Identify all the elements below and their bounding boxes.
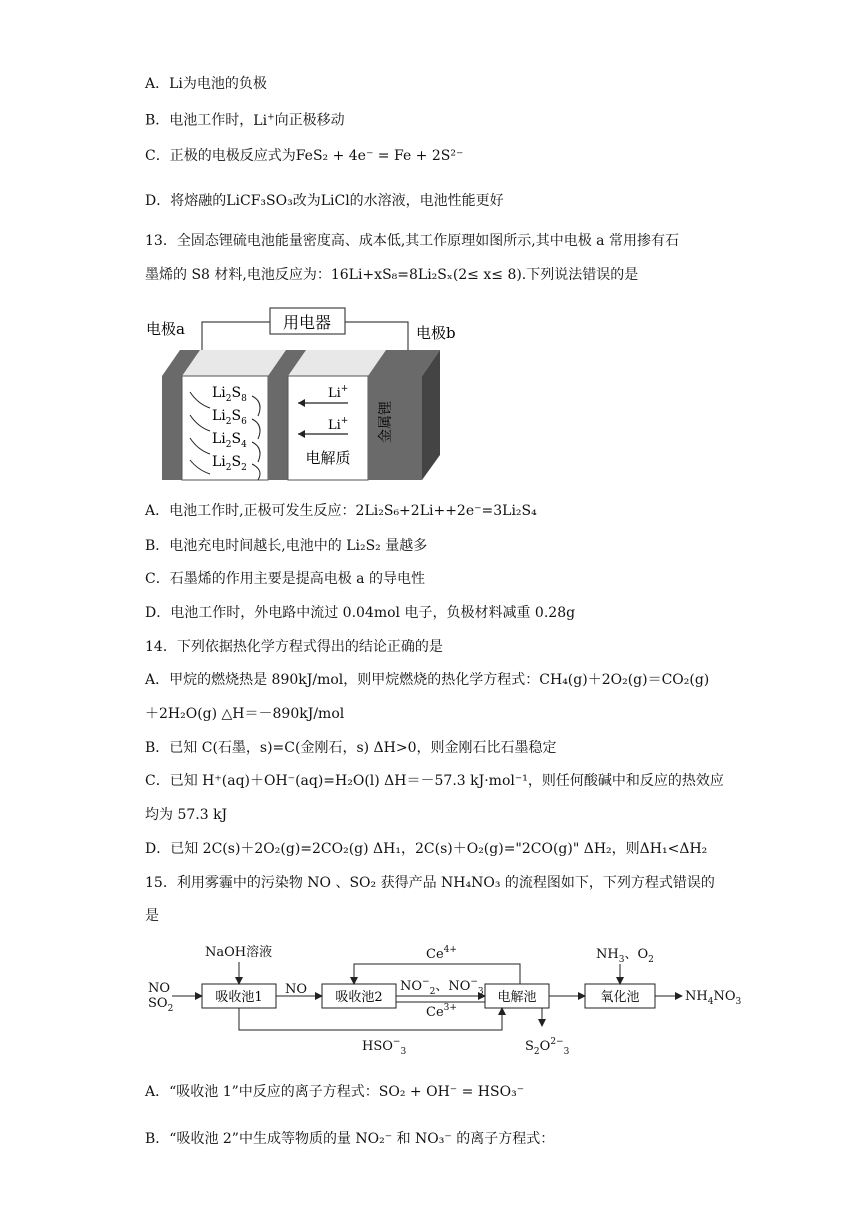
box4-label: 氧化池 xyxy=(600,990,640,1005)
q15-option-b: B．“吸收池 2”中生成等物质的量 NO₂⁻ 和 NO₃⁻ 的离子方程式： xyxy=(145,1131,555,1147)
q13-option-d: D．电池工作时，外电路中流过 0.04mol 电子，负极材料减重 0.28g xyxy=(145,605,576,621)
q12-option-b xyxy=(145,108,345,130)
q14-option-a-line1: A．甲烷的燃烧热是 890kJ/mol，则甲烷燃烧的热化学方程式：CH₄(g)＋2O₂(g)＝CO₂(g) xyxy=(145,672,710,688)
q15-option-a: A．“吸收池 1”中反应的离子方程式：SO₂ + OH⁻ = HSO₃⁻ xyxy=(145,1084,525,1100)
box3-label: 电解池 xyxy=(497,990,537,1005)
q13-stem-line1: 13．全固态锂硫电池能量密度高、成本低,其工作原理如图所示,其中电极 a 常用掺有石 xyxy=(145,233,679,249)
nitrite-nitrate-label: $NO^-_2$、$NO^-_3$ xyxy=(400,977,484,997)
electrolyte-label: 电解质 xyxy=(305,449,351,467)
q15-stem-line1: 15．利用雾霾中的污染物 NO 、SO₂ 获得产品 NH₄NO₃ 的流程图如下，下列方程式错误的 xyxy=(145,875,715,891)
q13-stem-line2: 墨烯的 S8 材料,电池反应为：16Li+xS₈=8Li₂Sₓ(2≤ x≤ 8).下列说法错误的是 xyxy=(145,267,639,283)
q14-stem: 14．下列依据热化学方程式得出的结论正确的是 xyxy=(145,639,443,655)
box1-label: 吸收池1 xyxy=(215,990,263,1005)
electrode-a-label: 电极a xyxy=(146,320,185,338)
battery-diagram xyxy=(140,300,456,490)
li-ion-2: Li+ xyxy=(328,416,349,433)
box2-label: 吸收池2 xyxy=(335,990,383,1005)
input-so2: $SO_2$ xyxy=(148,996,174,1014)
q12-option-d: D．将熔融的LiCF₃SO₃改为LiCl的水溶液，电池性能更好 xyxy=(145,193,504,209)
electrode-a xyxy=(162,376,182,480)
q15-stem-line2: 是 xyxy=(145,908,159,924)
q12-option-c: C．正极的电极反应式为FeS₂ + 4e⁻ = Fe + 2S²⁻ xyxy=(145,148,464,164)
q14-option-b: B．已知 C(石墨，s)=C(金刚石，s) ΔH>0，则金刚石比石墨稳定 xyxy=(145,740,557,756)
hso3-label: $HSO^-_3$ xyxy=(362,1037,407,1057)
q13-option-b: B．电池充电时间越长,电池中的 Li₂S₂ 量越多 xyxy=(145,538,428,554)
ce3-label: $Ce^{3+}$ xyxy=(426,1003,457,1020)
input-no: NO xyxy=(148,981,171,996)
s2o3-label: $S_2O^{2-}_3$ xyxy=(525,1037,570,1057)
q12-option-b-post: 向正极移动 xyxy=(274,112,345,129)
product-label: $NH_4NO_3$ xyxy=(685,989,742,1007)
li2s6-label: $Li_2S_6$ xyxy=(212,408,247,427)
q14-option-d: D．已知 2C(s)＋2O₂(g)=2CO₂(g) ΔH₁，2C(s)＋O₂(g)="2CO(g)" ΔH₂，则ΔH₁<ΔH₂ xyxy=(145,841,708,857)
flow-diagram xyxy=(140,938,760,1058)
nh3o2-label: $NH_3$、$O_2$ xyxy=(596,947,654,965)
device-label: 用电器 xyxy=(282,313,332,332)
li-ion: Li+ xyxy=(253,112,275,129)
metal-label: 金属锂 xyxy=(378,401,394,443)
q12-option-a: A．Li为电池的负极 xyxy=(145,76,267,92)
li2s4-label: $Li_2S_4$ xyxy=(212,431,247,450)
q13-option-a: A．电池工作时,正极可发生反应：2Li₂S₆+2Li++2e⁻=3Li₂S₄ xyxy=(145,503,537,519)
li-ion-1: Li+ xyxy=(328,384,349,401)
electrode-b-label: 电极b xyxy=(416,324,456,342)
q12-option-b-pre: B．电池工作时， xyxy=(145,112,254,129)
no-label: NO xyxy=(285,982,308,997)
li2s2-label: $Li_2S_2$ xyxy=(212,454,247,473)
q14-option-a-line2: ＋2H₂O(g) △H＝－890kJ/mol xyxy=(145,706,345,722)
metal-lithium xyxy=(368,376,422,480)
naoh-label: NaOH溶液 xyxy=(205,945,273,960)
li2s8-label: $Li_2S_8$ xyxy=(212,385,247,404)
q13-option-c: C．石墨烯的作用主要是提高电极 a 的导电性 xyxy=(145,571,425,587)
q14-option-c-line2: 均为 57.3 kJ xyxy=(145,807,228,823)
ce4-label: $Ce^{4+}$ xyxy=(426,945,457,962)
q14-option-c-line1: C．已知 H⁺(aq)＋OH⁻(aq)=H₂O(l) ΔH＝－57.3 kJ·mol⁻¹，则任何酸碱中和反应的热效应 xyxy=(145,773,724,789)
